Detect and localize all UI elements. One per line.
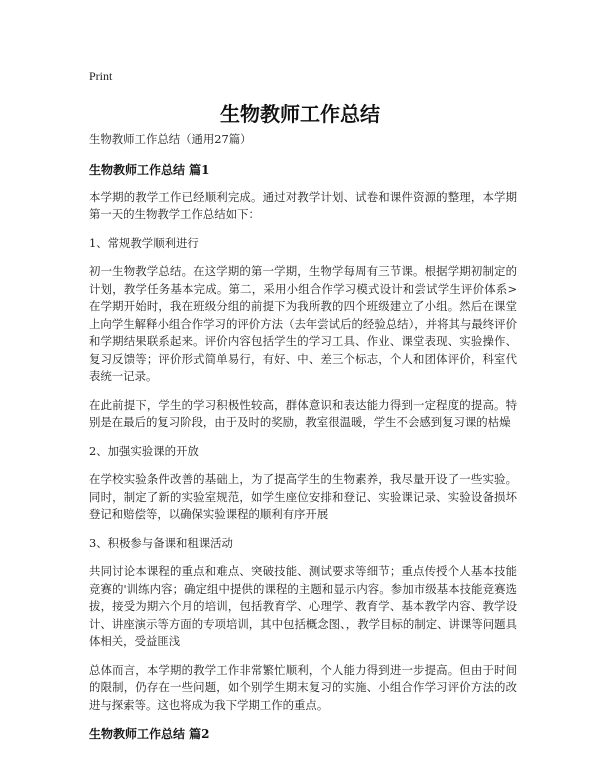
- paragraph-lesson-prep: 共同讨论本课程的重点和难点、突破技能、测试要求等细节；重点传授个人基本技能竞赛的'训练内容；确定组中提供的课程的主题和显示内容。参加市级基本技能竞赛选拔，接受为期六个月的培训，包括教育学、心理学、教育学、基本教学内容、教学设计、讲座演示等方面的专项培训，其中包括概念图、，教学目标的制定、讲课等问题具体相关，受益匪浅: [89, 564, 517, 648]
- paragraph-lab-courses: 在学校实验条件改善的基础上，为了提高学生的生物素养，我尽量开设了一些实验。同时，制定了新的实验室规范，如学生座位安排和登记、实验课记录、实验设备损坏登记和赔偿等，以确保实验课程的顺利有序开展: [89, 472, 517, 521]
- section-heading-1: 生物教师工作总结 篇1: [89, 162, 210, 177]
- paragraph-routine-teaching: 初一生物教学总结。在这学期的第一学期，生物学每周有三节课。根据学期初制定的计划，教学任务基本完成。第二，采用小组合作学习模式设计和尝试学生评价体系>在学期开始时，我在班级分组的前提下为我所教的四个班级建立了小组。然后在课堂上向学生解释小组合作学习的评价方法（去年尝试后的经验总结），并将其与最终评价和学期结果联系起来。评价内容包括学生的学习工具、作业、课堂表现、实验操作、复习反馈等；评价形式简单易行，有好、中、差三个标志，个人和团体评价，科室代表统一记录。: [89, 264, 517, 383]
- section1-intro: 本学期的教学工作已经顺利完成。通过对教学计划、试卷和课件资源的整理，本学期第一天的生物教学工作总结如下：: [89, 189, 517, 221]
- document-title: 生物教师工作总结: [220, 102, 380, 126]
- section-heading-2: 生物教师工作总结 篇2: [89, 727, 210, 741]
- document-subtitle: 生物教师工作总结（通用27篇）: [89, 132, 252, 146]
- subheading-lesson-prep: 3、积极参与备课和租课活动: [89, 535, 233, 550]
- document-body: [89, 131, 517, 753]
- print-link[interactable]: Print: [89, 69, 113, 83]
- paragraph-student-motivation: 在此前提下，学生的学习积极性较高，群体意识和表达能力得到一定程度的提高。特别是在最后的复习阶段，由于及时的奖励，教室很温暖，学生不会感到复习课的枯燥: [89, 397, 517, 429]
- subheading-routine-teaching: 1、常规教学顺利进行: [89, 235, 199, 250]
- subheading-lab-courses: 2、加强实验课的开放: [89, 443, 199, 458]
- paragraph-summary: 总体而言，本学期的教学工作非常繁忙顺利，个人能力得到进一步提高。但由于时间的限制，仍存在一些问题，如个别学生期末复习的实施、小组合作学习评价方法的改进与探索等。这也将成为我下学期工作的重点。: [89, 662, 517, 712]
